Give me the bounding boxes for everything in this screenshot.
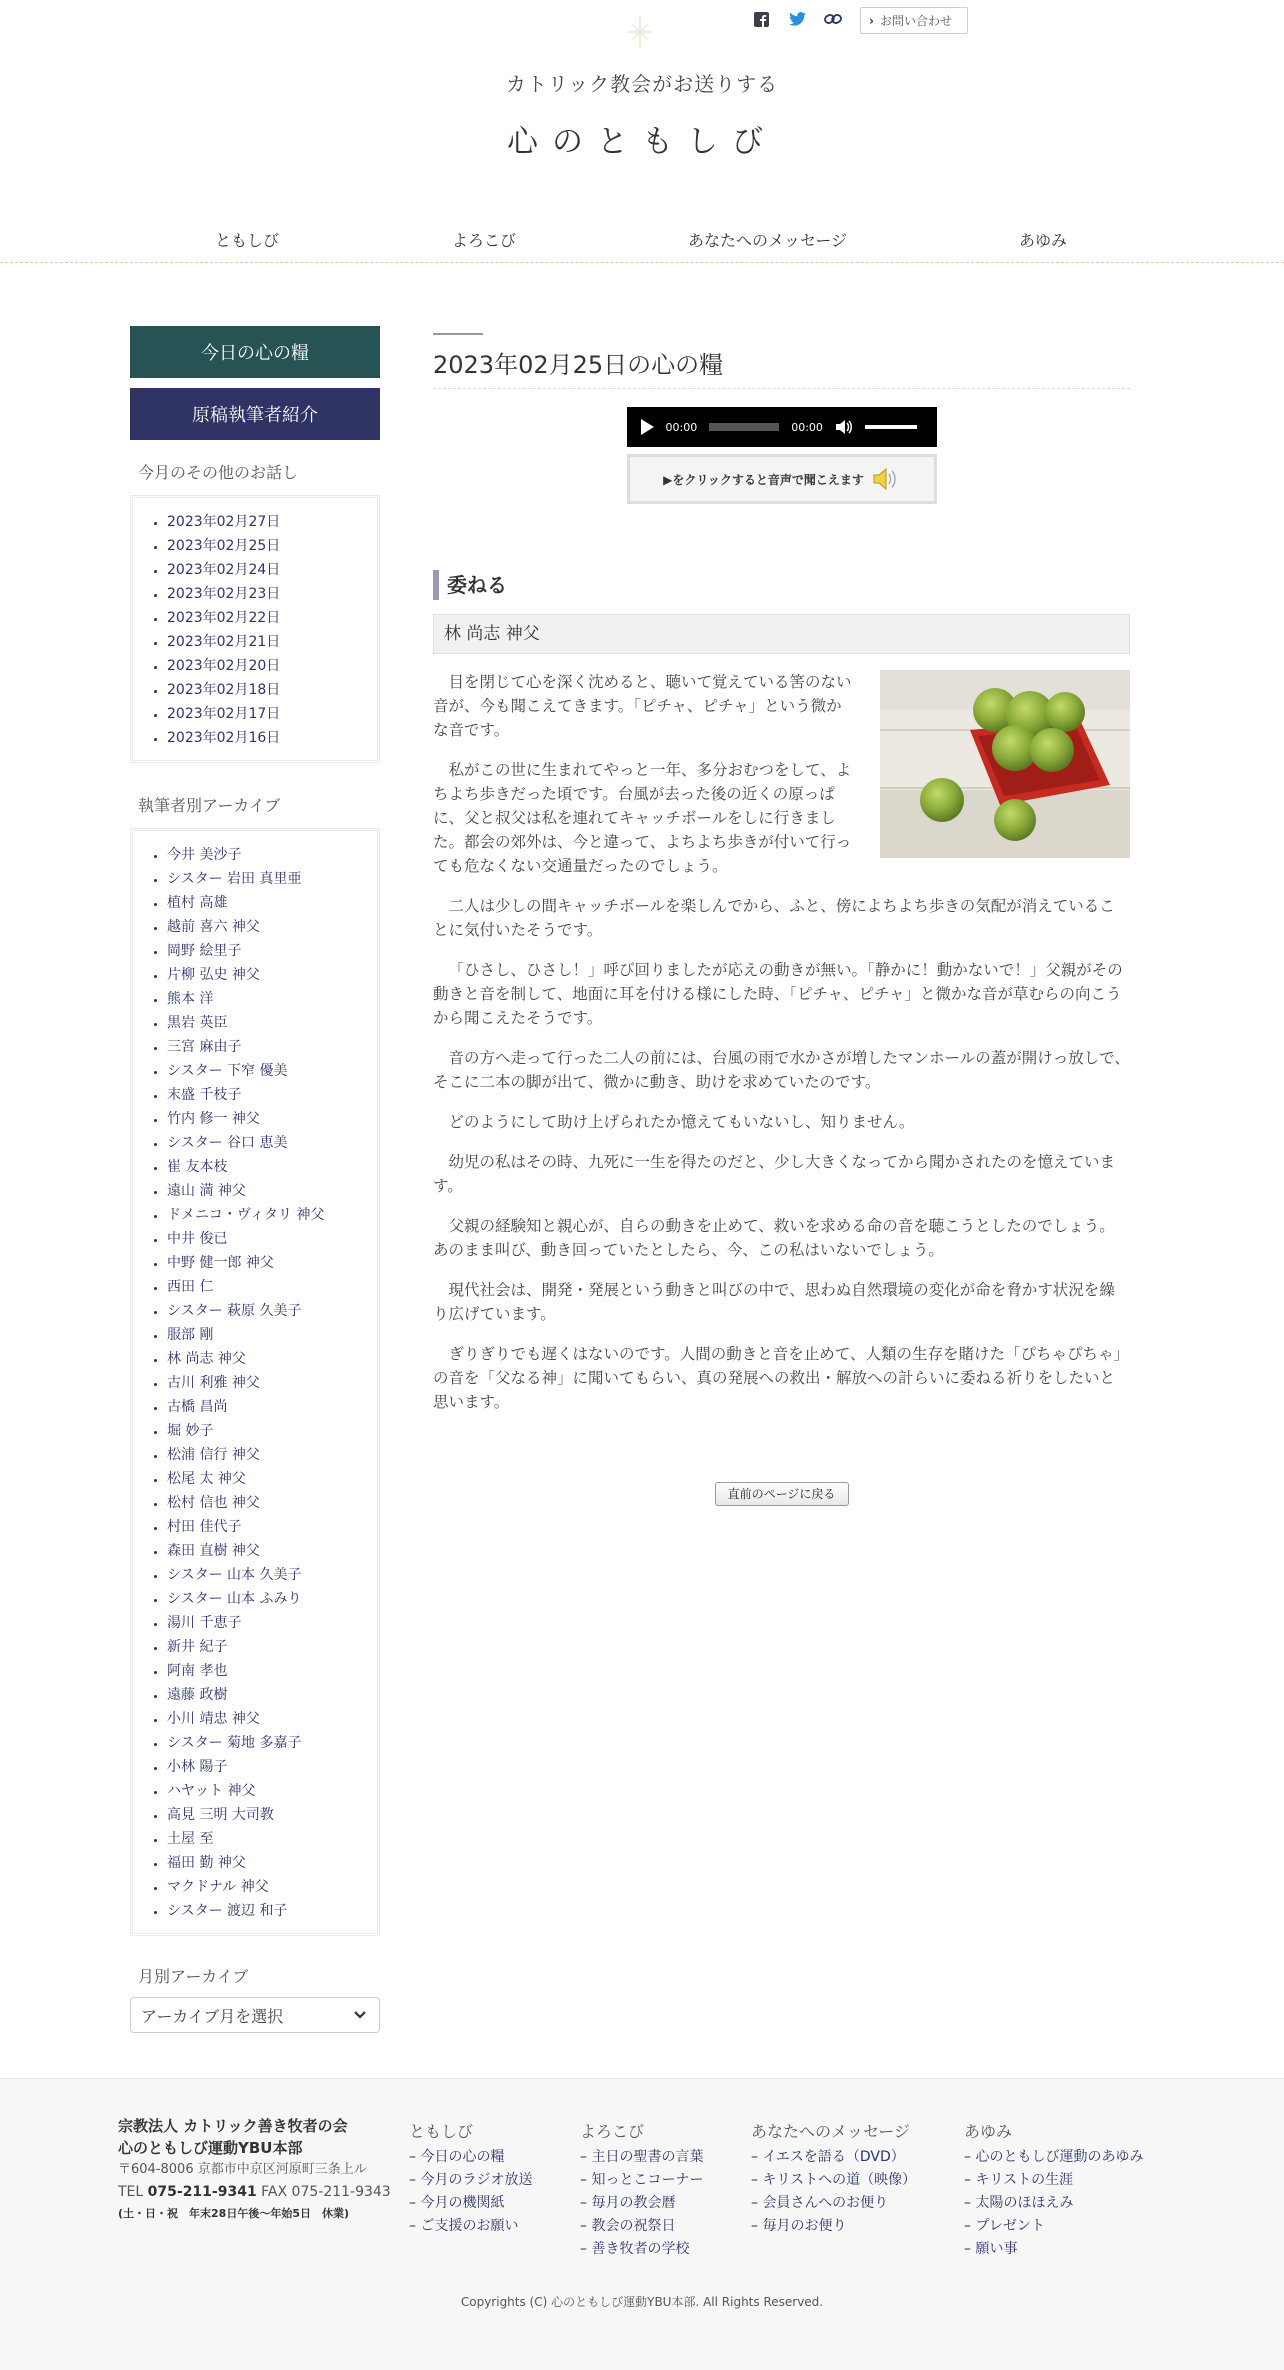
article-body: [433, 670, 1130, 1430]
this-month-list: [167, 510, 377, 750]
author-archive-link[interactable]: • 高見 三明 大司教: [167, 1803, 377, 1827]
author-archive-link[interactable]: • 福田 勤 神父: [167, 1851, 377, 1875]
author-archive-link[interactable]: • 三宮 麻由子: [167, 1035, 377, 1059]
nav-item-yorokobi[interactable]: よろこび: [452, 231, 517, 250]
author-archive-link[interactable]: • 片柳 弘史 神父: [167, 963, 377, 987]
footer-col-heading: ともしび: [409, 2122, 474, 2141]
article-paragraph: 私がこの世に生まれてやっと一年、多分おむつをして、よちよち歩きだった頃です。台風が去った後の近くの原っぱに、父と叔父は私を連れてキャッチボールをしに行きました。都会の郊外は、今と違って、よちよち歩きが付いて行っても危なくない交通量だったのでしょう。: [433, 761, 852, 875]
author-archive-link[interactable]: • 末盛 千枝子: [167, 1083, 377, 1107]
footer-link[interactable]: – ご支援のお願い: [409, 2215, 532, 2238]
facebook-icon[interactable]: [752, 10, 770, 28]
footer-link[interactable]: – 今日の心の糧: [409, 2146, 532, 2169]
author-archive-link[interactable]: • 熊本 洋: [167, 987, 377, 1011]
author-archive-link[interactable]: • 小林 陽子: [167, 1755, 377, 1779]
volume-slider[interactable]: [865, 425, 917, 429]
author-archive-link[interactable]: • 堀 妙子: [167, 1419, 377, 1443]
article-paragraph: 二人は少しの間キャッチボールを楽しんでから、ふと、傍によちよち歩きの気配が消えていることに気付いたそうです。: [433, 897, 1115, 939]
site-footer: [0, 2078, 1284, 2370]
main-content: [433, 326, 1130, 1506]
this-month-link[interactable]: • 2023年02月25日: [167, 534, 377, 558]
this-month-list-box: [130, 495, 380, 763]
author-archive-link[interactable]: • 中野 健一郎 神父: [167, 1251, 377, 1275]
article-paragraph: 父親の経験知と親心が、自らの動きを止めて、救いを求める命の音を聴こうとしたのでしょう。あのまま叫び、動き回っていたとしたら、今、この私はいないでしょう。: [433, 1217, 1115, 1259]
audio-current-time: 00:00: [665, 420, 698, 434]
back-to-previous-button[interactable]: 直前のページに戻る: [715, 1482, 849, 1506]
footer-link[interactable]: – 毎月のお便り: [751, 2215, 916, 2238]
article-subtitle: 委ねる: [433, 570, 1130, 600]
authors-intro-button[interactable]: 原稿執筆者紹介: [130, 388, 380, 440]
author-archive-link[interactable]: • 古川 利雅 神父: [167, 1371, 377, 1395]
footer-link[interactable]: – 今月のラジオ放送: [409, 2169, 532, 2192]
author-archive-link[interactable]: • シスター 谷口 恵美: [167, 1131, 377, 1155]
footer-link[interactable]: – 知っとこコーナー: [580, 2169, 703, 2192]
author-archive-link[interactable]: • ドメニコ・ヴィタリ 神父: [167, 1203, 377, 1227]
footer-link[interactable]: – 毎月の教会暦: [580, 2192, 703, 2215]
this-month-link[interactable]: • 2023年02月24日: [167, 558, 377, 582]
article-paragraph: ぎりぎりでも遅くはないのです。人間の動きと音を止めて、人類の生存を賭けた「ぴちゃぴちゃ」の音を「父なる神」に聞いてもらい、真の発展への救出・解放への計らいに委ねる祈りをしたいと思います。: [433, 1345, 1129, 1411]
footer-link[interactable]: – 会員さんへのお便り: [751, 2192, 916, 2215]
business-hours: (土・日・祝 年末28日午後〜年始5日 休業): [118, 2207, 350, 2220]
social-links: [752, 10, 842, 28]
twitter-icon[interactable]: [788, 10, 806, 28]
speaker-icon: [872, 467, 900, 491]
article-paragraph: 幼児の私はその時、九死に一生を得たのだと、少し大きくなってから聞かされたのを憶えています。: [433, 1153, 1116, 1195]
todays-kokoro-button[interactable]: 今日の心の糧: [130, 326, 380, 378]
author-archive-link[interactable]: • シスター 山本 ふみり: [167, 1587, 377, 1611]
global-nav: [0, 222, 1284, 264]
footer-col-heading: あなたへのメッセージ: [751, 2122, 911, 2141]
this-month-link[interactable]: • 2023年02月21日: [167, 630, 377, 654]
tel-number[interactable]: 075-211-9341: [147, 2184, 257, 2200]
author-archive-link[interactable]: • 阿南 孝也: [167, 1659, 377, 1683]
this-month-link[interactable]: • 2023年02月16日: [167, 726, 377, 750]
monthly-archive-select-value: アーカイブ月を選択: [141, 2006, 284, 2026]
chevron-down-icon: [353, 2010, 367, 2020]
author-archive-link[interactable]: • 植村 高雄: [167, 891, 377, 915]
author-archive-link[interactable]: • 竹内 修一 神父: [167, 1107, 377, 1131]
footer-col-heading: よろこび: [580, 2122, 645, 2141]
author-archive-link[interactable]: • シスター 渡辺 和子: [167, 1899, 377, 1923]
footer-link[interactable]: – 教会の祝祭日: [580, 2215, 703, 2238]
nav-item-ayumi[interactable]: あゆみ: [1019, 231, 1068, 250]
author-archive-link[interactable]: • 崔 友本枝: [167, 1155, 377, 1179]
author-archive-link[interactable]: • シスター 菊地 多嘉子: [167, 1731, 377, 1755]
candle-light-logo-icon: [625, 12, 655, 52]
author-archive-link[interactable]: • 遠山 満 神父: [167, 1179, 377, 1203]
author-archive-link[interactable]: • 村田 佳代子: [167, 1515, 377, 1539]
author-archive-link[interactable]: • 松村 信也 神父: [167, 1491, 377, 1515]
authors-archive-heading: 執筆者別アーカイブ: [138, 796, 281, 815]
author-archive-link[interactable]: • 中井 俊已: [167, 1227, 377, 1251]
link-icon[interactable]: [824, 10, 842, 28]
org-address: 〒604-8006 京都市中京区河原町三条上ル: [118, 2162, 367, 2177]
contact-button[interactable]: [860, 7, 968, 34]
monthly-archive-select[interactable]: [130, 1997, 380, 2033]
footer-col-yorokobi: [580, 2119, 703, 2261]
footer-col-ayumi: [964, 2119, 1143, 2261]
this-month-link[interactable]: • 2023年02月23日: [167, 582, 377, 606]
author-archive-link[interactable]: • シスター 萩原 久美子: [167, 1299, 377, 1323]
this-month-link[interactable]: • 2023年02月22日: [167, 606, 377, 630]
nav-divider: [0, 262, 1284, 263]
org-name-2: 心のともしび運動YBU本部: [118, 2139, 303, 2157]
audio-hint-text: ▶をクリックすると音声で聞こえます: [663, 472, 864, 487]
monthly-archive-heading: 月別アーカイブ: [138, 1967, 249, 1986]
footer-link[interactable]: – 太陽のほほえみ: [964, 2192, 1143, 2215]
contact-label: お問い合わせ: [879, 14, 952, 28]
author-archive-link[interactable]: • 西田 仁: [167, 1275, 377, 1299]
audio-duration: 00:00: [791, 420, 823, 434]
play-icon[interactable]: [641, 419, 654, 435]
copyright: Copyrights (C) 心のともしび運動YBU本部. All Rights Reserved.: [460, 2295, 824, 2309]
article-paragraph: 音の方へ走って行った二人の前には、台風の雨で水かさが増したマンホールの蓋が開けっ放しで、そこに二本の脚が出て、微かに動き、助けを求めていたのです。: [433, 1049, 1130, 1091]
author-archive-link[interactable]: • 今井 美沙子: [167, 843, 377, 867]
author-archive-link[interactable]: • ハヤット 神父: [167, 1779, 377, 1803]
author-archive-link[interactable]: • シスター 岩田 真里亜: [167, 867, 377, 891]
author-archive-link[interactable]: • シスター 山本 久美子: [167, 1563, 377, 1587]
brussels-sprouts-photo: [880, 670, 1130, 858]
author-archive-link[interactable]: • 小川 靖忠 神父: [167, 1707, 377, 1731]
author-archive-link[interactable]: • 土屋 至: [167, 1827, 377, 1851]
volume-icon[interactable]: [835, 419, 853, 435]
footer-link[interactable]: – 善き牧者の学校: [580, 2238, 703, 2261]
author-archive-link[interactable]: • 林 尚志 神父: [167, 1347, 377, 1371]
author-archive-link[interactable]: • マクドナル 神父: [167, 1875, 377, 1899]
footer-col-message: [751, 2119, 916, 2238]
footer-link[interactable]: – 今月の機関紙: [409, 2192, 532, 2215]
audio-progress-track[interactable]: [709, 423, 779, 431]
author-archive-link[interactable]: • 服部 剛: [167, 1323, 377, 1347]
nav-item-tomoshibi[interactable]: ともしび: [215, 231, 280, 250]
chevron-right-icon: ›: [869, 13, 874, 28]
article-paragraph: どのようにして助け上げられたか憶えてもいないし、知りません。: [448, 1113, 915, 1131]
this-month-link[interactable]: • 2023年02月20日: [167, 654, 377, 678]
tel-label: TEL: [118, 2184, 144, 2200]
this-month-heading: 今月のその他のお話し: [138, 463, 299, 482]
org-phone: [118, 2181, 391, 2203]
author-archive-link[interactable]: • 松浦 信行 神父: [167, 1443, 377, 1467]
footer-link[interactable]: – キリストへの道（映像）: [751, 2169, 916, 2192]
footer-col-links: [751, 2146, 916, 2238]
footer-organization: [118, 2115, 391, 2225]
footer-link[interactable]: – 心のともしび運動のあゆみ: [964, 2146, 1143, 2169]
footer-col-tomoshibi: [409, 2119, 532, 2238]
footer-col-links: [409, 2146, 532, 2238]
nav-item-message[interactable]: あなたへのメッセージ: [688, 231, 848, 250]
footer-col-links: [580, 2146, 703, 2261]
title-rule: [433, 333, 483, 335]
site-header: [0, 0, 1284, 210]
article-author: 林 尚志 神父: [433, 614, 1130, 654]
author-archive-link[interactable]: • シスター 下窄 優美: [167, 1059, 377, 1083]
sidebar: [130, 326, 380, 2033]
footer-col-heading: あゆみ: [964, 2122, 1013, 2141]
article-paragraph: 現代社会は、開発・発展という動きと叫びの中で、思わぬ自然環境の変化が命を脅かす状況を繰り広げています。: [433, 1281, 1115, 1323]
page-title: 2023年02月25日の心の糧: [433, 345, 1130, 389]
audio-hint-banner: [627, 454, 937, 504]
site-tagline: カトリック教会がお送りする: [505, 72, 779, 96]
fax-number: FAX 075-211-9343: [261, 2184, 391, 2200]
article-paragraph: 目を閉じて心を深く沈めると、聴いて覚えている筈のない音が、今も聞こえてきます。「ピチャ、ピチャ」という微かな音です。: [433, 673, 852, 739]
site-title[interactable]: 心のともしび: [507, 124, 777, 160]
author-archive-link[interactable]: • 越前 喜六 神父: [167, 915, 377, 939]
this-month-link[interactable]: • 2023年02月17日: [167, 702, 377, 726]
author-archive-link[interactable]: • 遠藤 政樹: [167, 1683, 377, 1707]
author-archive-link[interactable]: • 岡野 絵里子: [167, 939, 377, 963]
audio-player[interactable]: [627, 407, 937, 447]
footer-link[interactable]: – プレゼント: [964, 2215, 1143, 2238]
article-paragraph: 「ひさし、ひさし！」呼び回りましたが応えの動きが無い。「静かに！動かないで！」父親がその動きと音を制して、地面に耳を付ける様にした時、「ピチャ、ピチャ」と微かな音が草むらの向こうから聞こえたそうです。: [433, 961, 1123, 1027]
author-archive-link[interactable]: • 黒岩 英臣: [167, 1011, 377, 1035]
footer-col-links: [964, 2146, 1143, 2261]
author-archive-link[interactable]: • 湯川 千恵子: [167, 1611, 377, 1635]
author-archive-link[interactable]: • 松尾 太 神父: [167, 1467, 377, 1491]
footer-link[interactable]: – 主日の聖書の言葉: [580, 2146, 703, 2169]
author-archive-link[interactable]: • 古橋 昌尚: [167, 1395, 377, 1419]
author-archive-link[interactable]: • 森田 直樹 神父: [167, 1539, 377, 1563]
footer-link[interactable]: – イエスを語る（DVD）: [751, 2146, 916, 2169]
this-month-link[interactable]: • 2023年02月27日: [167, 510, 377, 534]
org-name-1: 宗教法人 カトリック善き牧者の会: [118, 2117, 348, 2135]
this-month-link[interactable]: • 2023年02月18日: [167, 678, 377, 702]
footer-link[interactable]: – キリストの生涯: [964, 2169, 1143, 2192]
authors-archive-list: [167, 843, 377, 1923]
author-archive-link[interactable]: • 新井 紀子: [167, 1635, 377, 1659]
authors-archive-box: [130, 828, 380, 1936]
footer-link[interactable]: – 願い事: [964, 2238, 1143, 2261]
